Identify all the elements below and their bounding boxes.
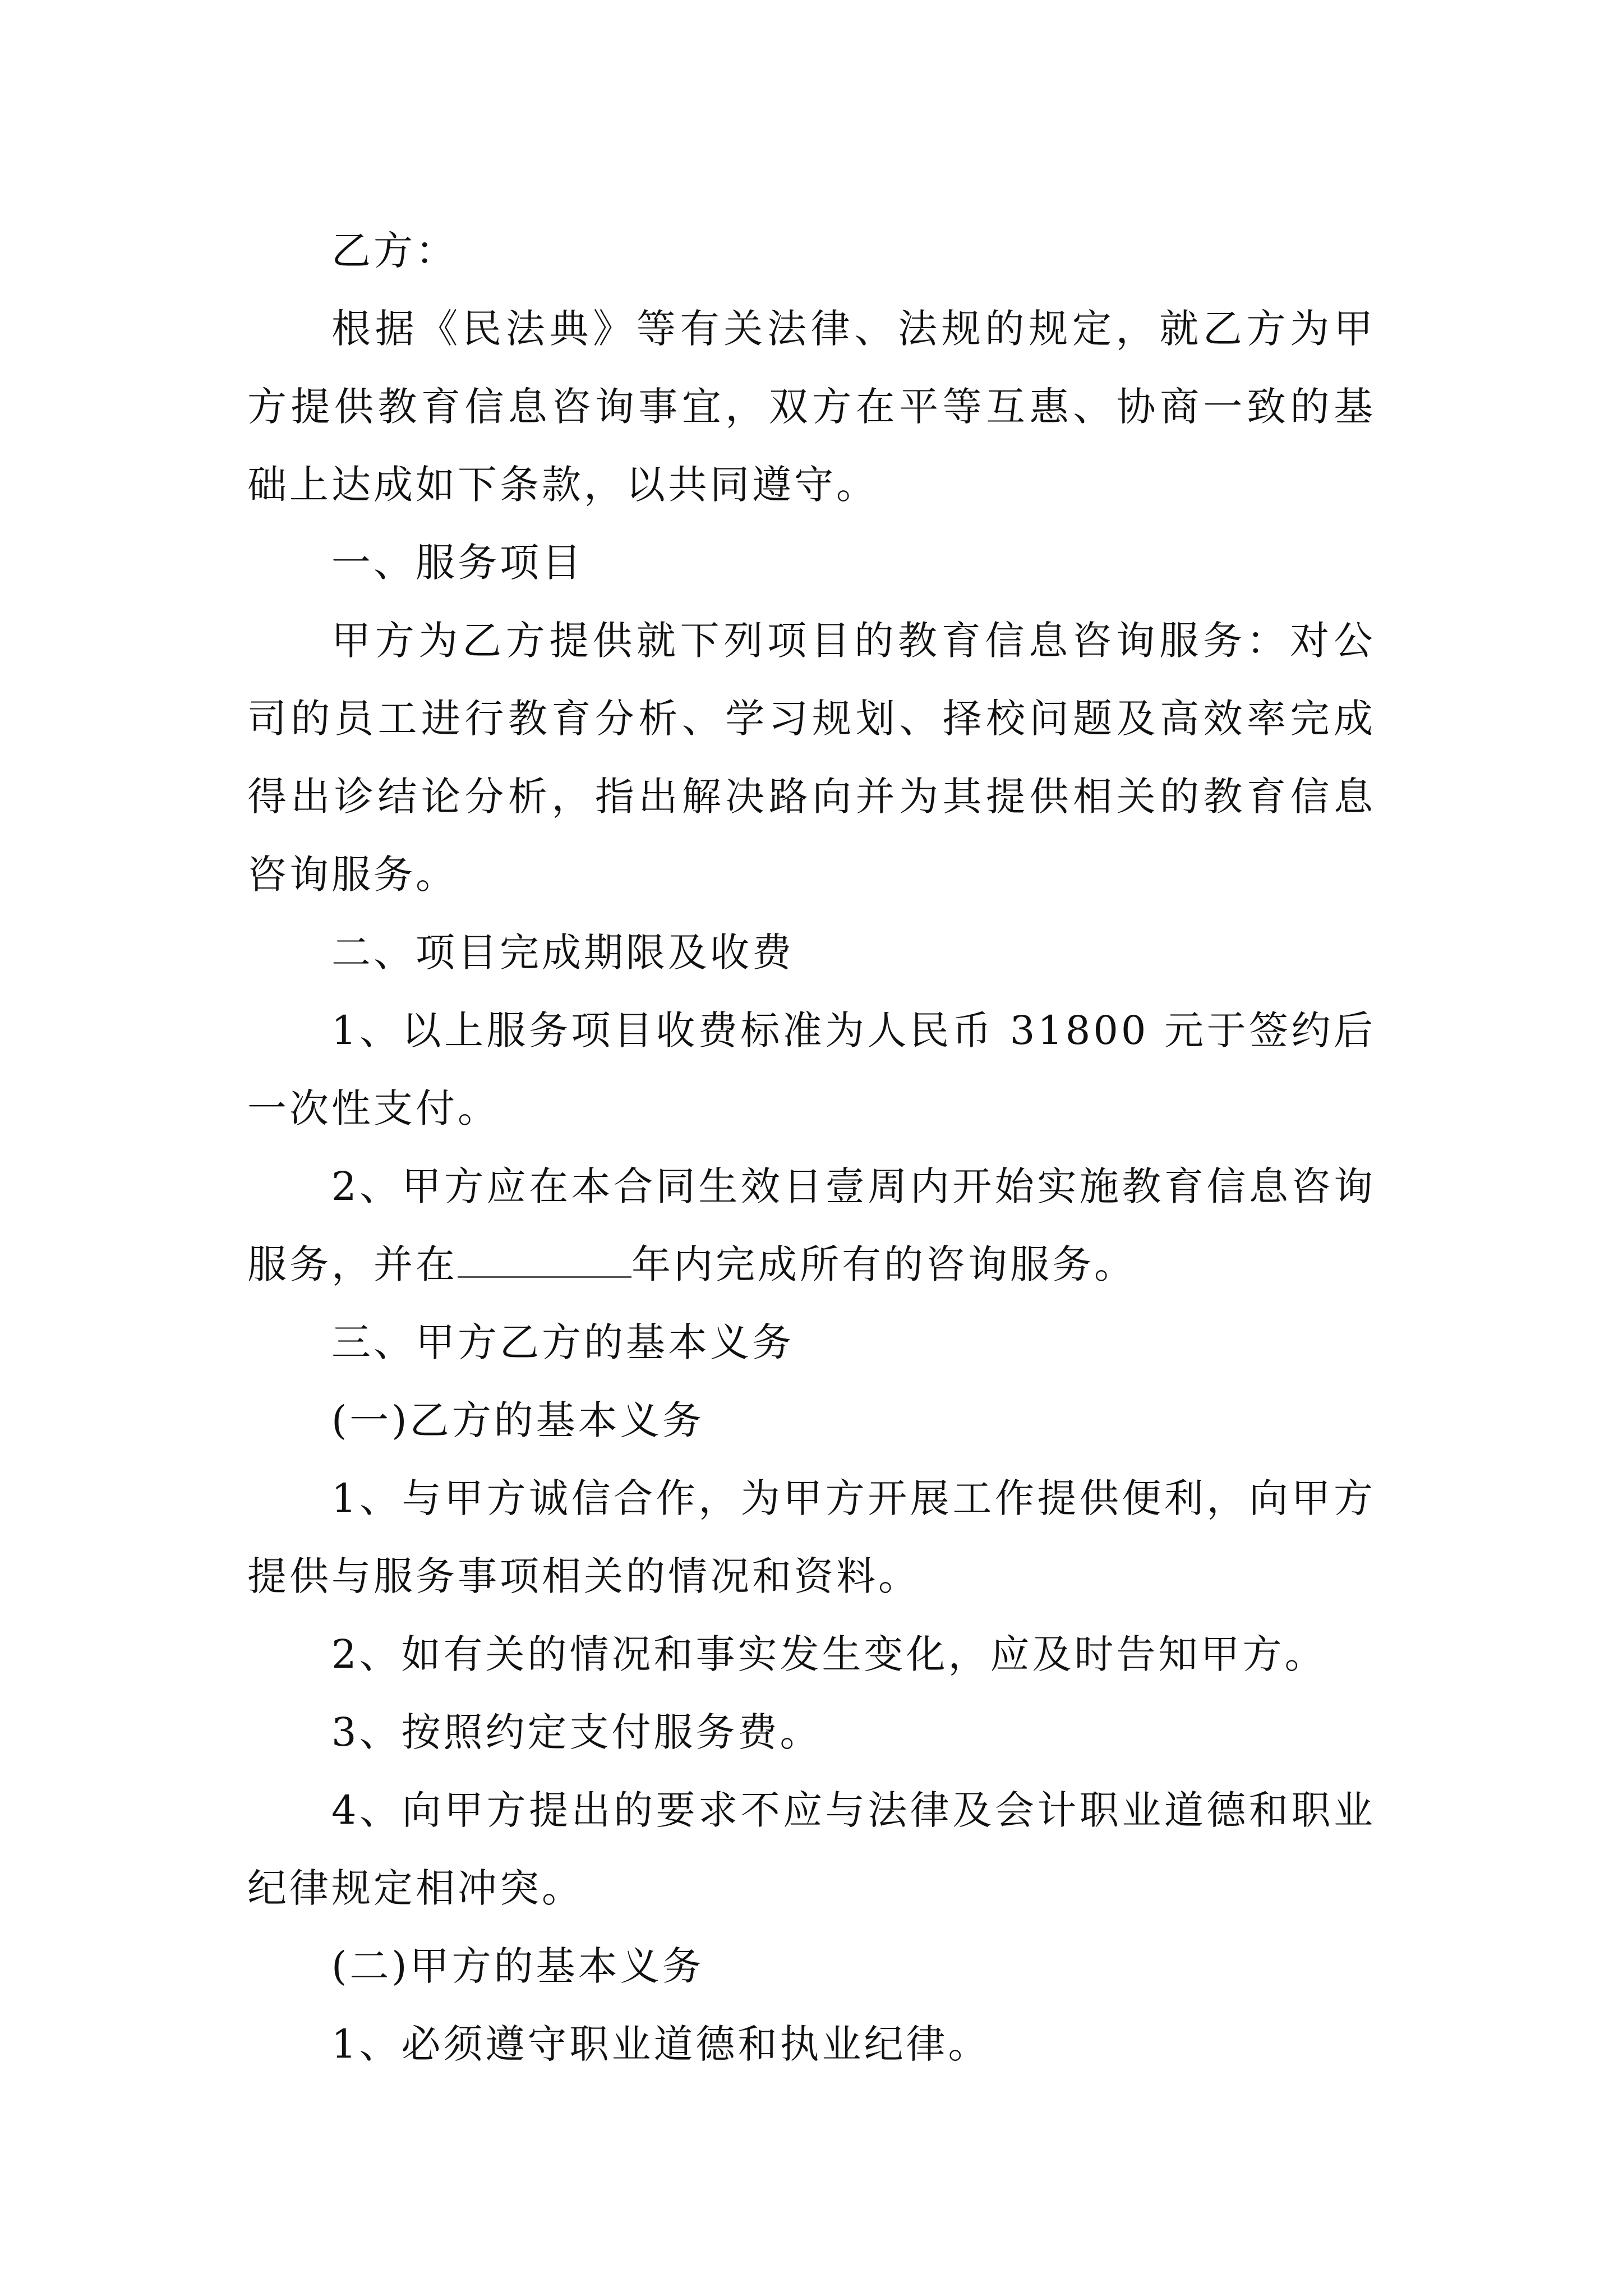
blank-fill-line <box>458 1243 631 1278</box>
subheading-party-b-obligations: (一)乙方的基本义务 <box>331 1397 704 1443</box>
party-b-obligation-4: 4、向甲方提出的要求不应与法律及会计职业道德和职业纪律规定相冲突。 <box>247 1787 1376 1911</box>
service-items-paragraph: 甲方为乙方提供就下列项目的教育信息咨询服务：对公司的员工进行教育分析、学习规划、择校问题及高效率完成得出诊结论分析，指出解决路向并为其提供相关的教育信息咨询服务。 <box>247 618 1376 898</box>
section-heading-service-items: 一、服务项目 <box>331 540 584 586</box>
party-b-obligation-1: 1、与甲方诚信合作，为甲方开展工作提供便利，向甲方提供与服务事项相关的情况和资料。 <box>247 1475 1376 1599</box>
term-clause-2 <box>247 1148 1376 1304</box>
subheading-party-a-obligations: (二)甲方的基本义务 <box>331 1943 704 1989</box>
party-b-label: 乙方： <box>331 228 458 274</box>
term-clause-2-part-b: 年内完成所有的咨询服务。 <box>631 1241 1136 1287</box>
section-heading-obligations: 三、甲方乙方的基本义务 <box>331 1319 794 1365</box>
term-clause-2-part-a: 2、甲方应在本合同生效日壹周内开始实施教育信息咨询服务，并在 <box>247 1163 1376 1287</box>
party-b-obligation-3: 3、按照约定支付服务费。 <box>331 1709 822 1755</box>
section-heading-term-and-fees: 二、项目完成期限及收费 <box>331 930 794 976</box>
preamble-paragraph: 根据《民法典》等有关法律、法规的规定，就乙方为甲方提供教育信息咨询事宜，双方在平等互惠、协商一致的基础上达成如下条款，以共同遵守。 <box>247 306 1376 508</box>
party-a-obligation-1: 1、必须遵守职业道德和执业纪律。 <box>331 2021 990 2067</box>
document-body <box>247 212 1376 2083</box>
fee-clause-1: 1、以上服务项目收费标准为人民币 31800 元于签约后一次性支付。 <box>247 1007 1376 1131</box>
party-b-obligation-2: 2、如有关的情况和事实发生变化，应及时告知甲方。 <box>331 1631 1327 1677</box>
